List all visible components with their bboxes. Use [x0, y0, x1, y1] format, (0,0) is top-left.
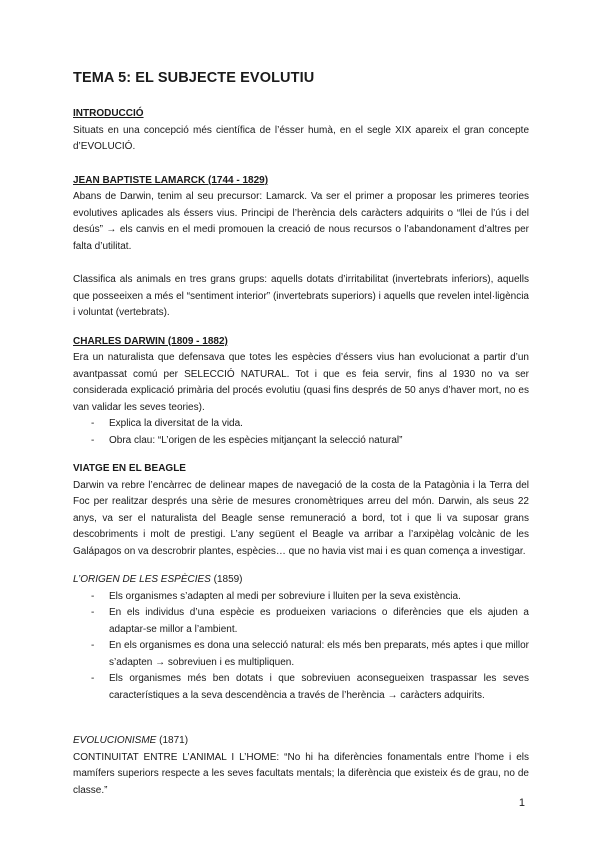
- lamarck-paragraph-2: Classifica als animals en tres grans grups: aquells dotats d’irritabilitat (invertebrats inferiors), aquells que posseeixen a més el “sentiment interior” (invertebrats superiors) i aquells que revelen intel·ligència i voluntat (vertebrats).: [73, 274, 529, 318]
- list-item: - Els organismes més ben dotats i que sobreviuen aconsegueixen traspassar les seves característiques a la seva descendència a través de l’herència → caràcters adquirits.: [91, 673, 529, 701]
- document-page: [73, 70, 529, 799]
- page-title: TEMA 5: EL SUBJECTE EVOLUTIU: [73, 70, 315, 86]
- beagle-heading: VIATGE EN EL BEAGLE: [73, 463, 186, 474]
- lamarck-paragraph-1: Abans de Darwin, tenim al seu precursor: Lamarck. Va ser el primer a proposar les primeres teories evolutives aplicades als éssers vius. Principi de l’herència dels caràcters adquirits o “llei de l’ús i del desús” → els canvis en el medi promouen la creació de nous recursos o l’abandonament d’altres per falta d’utilitat.: [73, 191, 529, 252]
- list-item: - Els organismes s’adapten al medi per sobreviure i lluiten per la seva existència.: [91, 590, 461, 602]
- darwin-heading: CHARLES DARWIN (1809 - 1882): [73, 335, 228, 347]
- origen-heading: L’ORIGEN DE LES ESPÈCIES (1859): [73, 574, 243, 585]
- page-number: 1: [518, 797, 525, 809]
- evolucionisme-heading: EVOLUCIONISME (1871): [73, 735, 189, 746]
- origen-bullet-list: [73, 589, 529, 705]
- list-item: - En els individus d’una espècie es produeixen variacions o diferències que els ajuden a adaptar-se millor a l’ambient.: [91, 607, 529, 635]
- origen-year: (1859): [213, 574, 243, 585]
- beagle-paragraph: Darwin va rebre l’encàrrec de delinear mapes de navegació de la costa de la Patagònia i la Terra del Foc per realitzar després una sèrie de mesures cronomètriques arreu del món. Darwin, als seus 22 anys, va ser el naturalista del Beagle sense remuneració a bord, tot i que li va suposar grans descobriments i molt de prestigi. L’any següent el Beagle va arribar a l’arxipèlag volcànic de les Galápagos on va descrobrir plantes, espècies… que no havia vist mai i es quan comença a investigar.: [73, 479, 529, 557]
- evolucionisme-year: (1871): [159, 735, 189, 746]
- evolucionisme-paragraph: CONTINUITAT ENTRE L’ANIMAL I L’HOME: “No hi ha diferències fonamentals entre l’home i els mamífers superiors respecte a les seves facultats mentals; la diferència que existeix és de grau, no de classe.”: [73, 751, 529, 796]
- darwin-bullet-list: [73, 416, 529, 449]
- intro-text: Situats en una concepció més científica de l’ésser humà, en el segle XIX apareix el gran concepte d’EVOLUCIÓ.: [73, 124, 529, 152]
- lamarck-heading: JEAN BAPTISTE LAMARCK (1744 - 1829): [73, 174, 269, 186]
- list-item: - Explica la diversitat de la vida.: [91, 418, 243, 429]
- list-item: - Obra clau: “L’origen de les espècies mitjançant la selecció natural”: [91, 434, 403, 446]
- list-item: - En els organismes es dona una selecció natural: els més ben preparats, més aptes i que millor s’adapten → sobreviuen i es multipliquen.: [91, 640, 529, 668]
- intro-heading: INTRODUCCIÓ: [73, 108, 144, 119]
- darwin-paragraph: Era un naturalista que defensava que totes les espècies d’éssers vius han evolucionat a partir d’un avantpassat comú per SELECCIÓ NATURAL. Tot i que es feia servir, fins al 1930 no va ser considerada explicació primària del procés evolutiu (quasi fins després de 50 anys d’haver mort, no es van validar les seves teories).: [73, 352, 529, 413]
